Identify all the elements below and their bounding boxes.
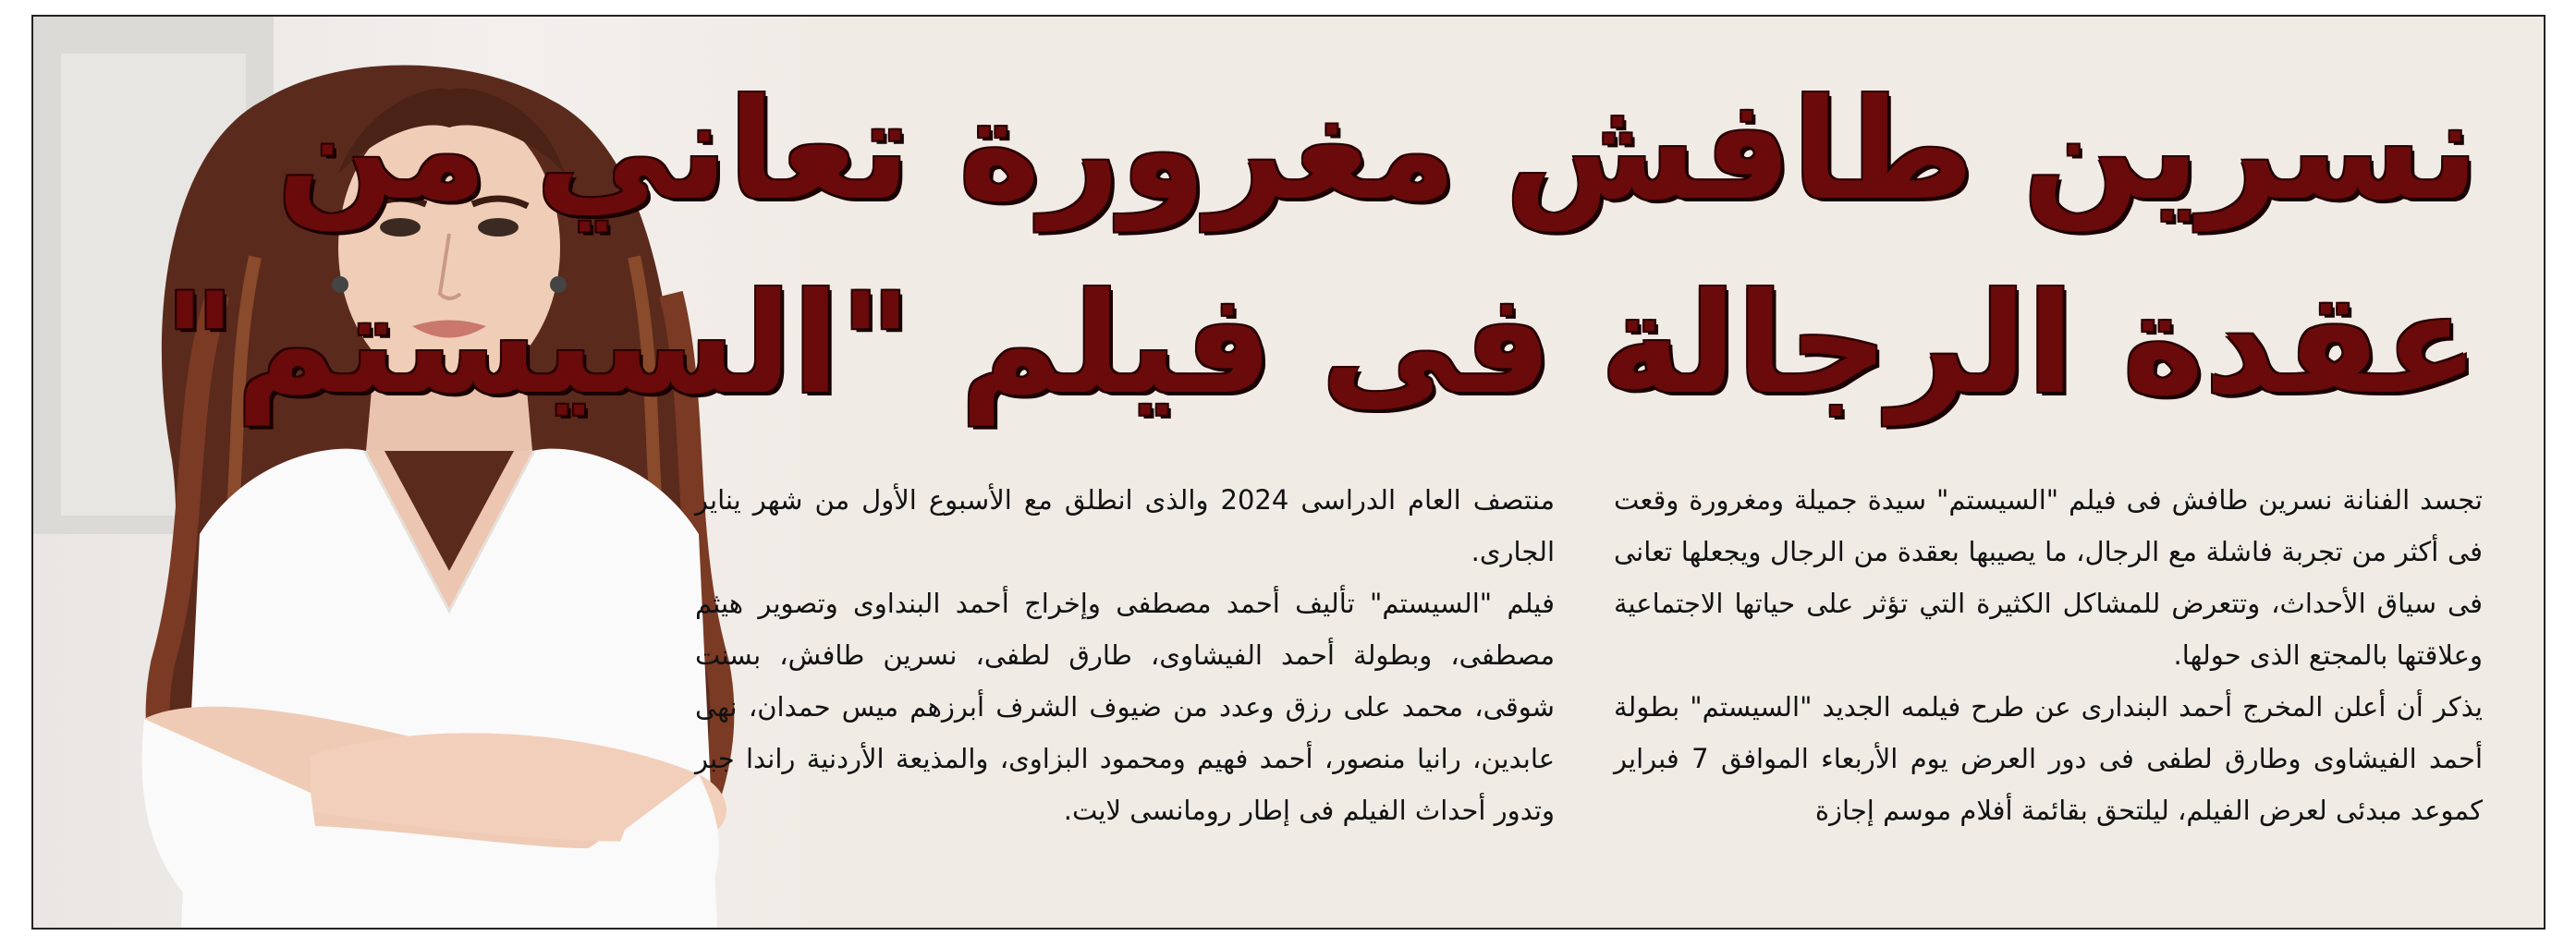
headline <box>164 54 2479 442</box>
headline-line-2: عقدة الرجالة فى فيلم "السيستم" <box>164 264 2479 425</box>
paragraph: منتصف العام الدراسى 2024 والذى انطلق مع الأسبوع الأول من شهر يناير الجارى. <box>695 484 1555 567</box>
paragraph: فيلم "السيستم" تأليف أحمد مصطفى وإخراج أحمد البنداوى وتصوير هيثم مصطفى، وبطولة أحمد الفيشاوى، طارق لطفى، نسرين طافش، بسنت شوقى، محمد على رزق وعدد من ضيوف الشرف أبرزهم ميس حمدان، نهى عابدين، رانيا منصور، أحمد فهيم ومحمود البزاوى، والمذيعة الأردنية راندا جبر وتدور أحداث الفيلم فى إطار رومانسى لايت. <box>695 588 1555 826</box>
headline-line-1: نسرين طافش مغرورة تعاني من <box>276 70 2479 231</box>
article-column-right <box>1614 474 2483 836</box>
paragraph: تجسد الفنانة نسرين طافش فى فيلم "السيستم" سيدة جميلة ومغرورة وقعت فى أكثر من تجربة فاشلة مع الرجال، ما يصيبها بعقدة من الرجال ويجعلها تعانى فى سياق الأحداث، وتتعرض للمشاكل الكثيرة التي تؤثر على حياتها الاجتماعية وعلاقتها بالمجتع الذى حولها. <box>1614 484 2483 671</box>
paragraph: يذكر أن أعلن المخرج أحمد البندارى عن طرح فيلمه الجديد "السيستم" بطولة أحمد الفيشاوى وطارق لطفى فى دور العرض يوم الأربعاء الموافق 7 فبراير كموعد مبدئى لعرض الفيلم، ليلتحق بقائمة أفلام موسم إجازة <box>1614 691 2484 826</box>
article-frame <box>31 15 2545 930</box>
article-column-left <box>695 474 1555 836</box>
